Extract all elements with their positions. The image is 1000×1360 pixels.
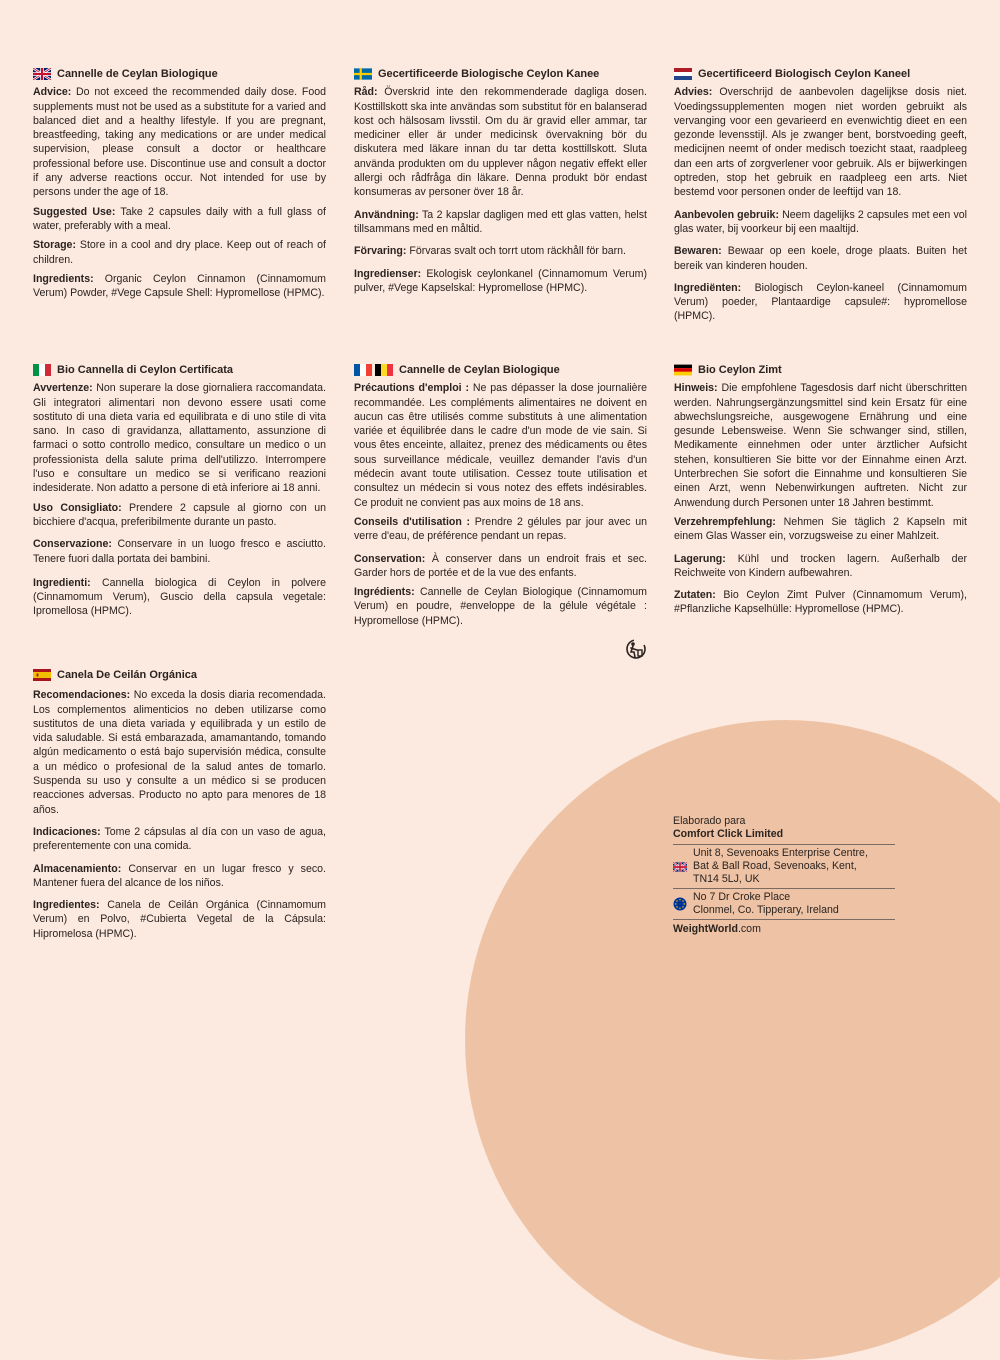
netherlands-flag-icon: [674, 68, 692, 80]
section-fr-title: [354, 363, 647, 377]
section-uk-title: [33, 67, 326, 81]
use-paragraph: Uso Consigliato: Prendere 2 capsule al giorno con un bicchiere d'acqua, preferibilmente durante un pasto.: [33, 501, 326, 528]
section-it-title: [33, 363, 326, 377]
address-line: No 7 Dr Croke Place: [693, 891, 791, 903]
website: WeightWorld.com: [673, 919, 895, 936]
france-flag-icon: [354, 364, 372, 376]
storage-paragraph: Conservation: À conserver dans un endroit frais et sec. Garder hors de portée et de la vue des enfants.: [354, 552, 647, 579]
section-se-title: [354, 67, 647, 81]
ingredients-paragraph: Ingredienti: Cannella biologica di Ceylon in polvere (Cinnamomum Verum), Guscio della capsula vegetale: Ipromellosa (HPMC).: [33, 576, 326, 618]
section-nl-title: [674, 67, 967, 81]
germany-flag-icon: [674, 364, 692, 376]
use-paragraph: Användning: Ta 2 kapslar dagligen med ett glas vatten, helst tillsammans med en måltid.: [354, 208, 647, 235]
address-line: Unit 8, Sevenoaks Enterprise Centre,: [693, 847, 868, 859]
use-paragraph: Indicaciones: Tome 2 cápsulas al día con un vaso de agua, preferentemente con una comida.: [33, 825, 326, 853]
advice-paragraph: Précautions d'emploi : Ne pas dépasser la dose journalière recommandée. Les compléments alimentaires ne doivent en aucun cas être utilisés comme substituts à une alimentation variée et équilibrée dans le cadre d'un mode de vie sain. Si vous êtes enceinte, allaitez, prenez des médicaments ou êtes sous surveillance médicale, veuillez demander l'avis d'un médecin avant toute utilisation. Cessez toute utilisation et consultez un médecin si vous notez des effets indésirables. Ce produit ne convient pas aux moins de 18 ans.: [354, 382, 647, 509]
eu-flag-icon: [673, 897, 689, 911]
disposal-logo-icon: [624, 638, 648, 665]
uk-flag-icon: [33, 68, 51, 80]
address-line: TN14 5LJ, UK: [693, 873, 760, 885]
ingredients-paragraph: Ingrediënten: Biologisch Ceylon-kaneel (Cinnamomum Verum) poeder, Plantaardige capsule#: hypromellose (HPMC).: [674, 281, 967, 323]
storage-paragraph: Almacenamiento: Conservar en un lugar fresco y seco. Mantener fuera del alcance de los niños.: [33, 862, 326, 889]
uk-address: [673, 844, 895, 888]
use-paragraph: Suggested Use: Take 2 capsules daily with a full glass of water, preferably with a meal.: [33, 205, 326, 232]
storage-paragraph: Förvaring: Förvaras svalt och torrt utom räckhåll för barn.: [354, 245, 627, 258]
advice-paragraph: Advies: Overschrijd de aanbevolen dagelijkse dosis niet. Voedingssupplementen mogen niet worden gebruikt als vervanging voor een gevarieerd en evenwichtig dieet en een gezonde levensstijl. Als je zwanger bent, borstvoeding geeft, medicijnen neemt of onder medisch toezicht staat, raadpleeg dan een arts of zorgverlener voor gebruik. Als er bijwerkingen optreden, stop het gebruik en raadpleeg een arts. Niet bestemd voor personen onder de leeftijd van 18.: [674, 86, 967, 199]
title-text: Cannelle de Ceylan Biologique: [57, 68, 218, 80]
manufacturer-info: [673, 815, 895, 936]
ie-address: [673, 888, 895, 919]
title-text: Canela De Ceilán Orgánica: [57, 669, 197, 681]
title-text: Gecertificeerd Biologisch Ceylon Kaneel: [698, 68, 911, 80]
advice-paragraph: Avvertenze: Non superare la dose giornaliera raccomandata. Gli integratori alimentari non devono essere usati come sostituto di una dieta varia ed equilibrata e di uno stile di vita sano. In caso di gravidanza, allattamento, assunzione di farmaci o sotto controllo medico, consultare un medico o un professionista della salute prima dell'utilizzo. Interrompere l'uso e consultare un medico se si verificano reazioni indesiderate. Non adatto a persone di età inferiore ai 18 anni.: [33, 382, 326, 495]
section-se: [354, 67, 647, 300]
advice-paragraph: Hinweis: Die empfohlene Tagesdosis darf nicht überschritten werden. Nahrungsergänzungsmittel sind kein Ersatz für eine abwechslungsreiche, ausgewogene Ernährung und eine gesunde Lebensweise. Wenn Sie schwanger sind, stillen, Medikamente einnehmen oder unter ärztlicher Aufsicht stehen, konsultieren Sie bitte vor der Einnahme einen Arzt. Unterbrechen Sie sofort die Einnahme und konsultieren Sie einen Arzt, wenn Nebenwirkungen auftreten. Nicht zur Anwendung durch Personen unter 18 Jahren bestimmt.: [674, 382, 967, 509]
ingredients-paragraph: Ingrédients: Cannelle de Ceylan Biologique (Cinnamomum Verum) en poudre, #enveloppe de la gélule végétale : Hypromellose (HPMC).: [354, 586, 647, 627]
belgium-flag-icon: [375, 364, 393, 376]
storage-paragraph: Lagerung: Kühl und trocken lagern. Außerhalb der Reichweite von Kindern aufbewahren.: [674, 552, 967, 579]
title-text: Bio Cannella di Ceylon Certificata: [57, 364, 234, 376]
italy-flag-icon: [33, 364, 51, 376]
advice-paragraph: Advice: Do not exceed the recommended daily dose. Food supplements must not be used as a substitute for a varied and balanced diet and a healthy lifestyle. If you are pregnant, breastfeeding, taking any medications or are under medical supervision, please consult a doctor or healthcare professional before use. Discontinue use and consult a doctor if any adverse reactions occur. Not intended for use by persons under the age of 18.: [33, 86, 326, 199]
address-line: Clonmel, Co. Tipperary, Ireland: [693, 904, 839, 916]
use-paragraph: Verzehrempfehlung: Nehmen Sie täglich 2 Kapseln mit einem Glas Wasser ein, vorzugsweise zu einer Mahlzeit.: [674, 515, 967, 543]
company-name: Comfort Click Limited: [673, 828, 784, 840]
address-line: Bat & Ball Road, Sevenoaks, Kent,: [693, 860, 857, 872]
ingredients-paragraph: Ingredientes: Canela de Ceilán Orgánica (Cinnamomum Verum) en Polvo, #Cubierta Vegetal de la Cápsula: Hipromelosa (HPMC).: [33, 899, 326, 940]
sweden-flag-icon: [354, 68, 372, 80]
section-uk: [33, 67, 326, 305]
section-es: [33, 668, 326, 946]
ingredients-paragraph: Zutaten: Bio Ceylon Zimt Pulver (Cinnamomum Verum), #Pflanzliche Kapselhülle: Hypromellose (HPMC).: [674, 589, 967, 616]
section-fr: [354, 363, 647, 633]
section-de-title: [674, 363, 967, 377]
title-text: Cannelle de Ceylan Biologique: [399, 364, 560, 376]
advice-paragraph: Råd: Överskrid inte den rekommenderade dagliga dosen. Kosttillskott ska inte användas som substitut för en balanserad kost och hälsosam livsstil. Om du är gravid eller ammar, tar mediciner eller är under medicinsk övervakning bör du diskutera med läkare innan du tar detta kosttillskott. Sluta använda produkten om du upplever någon negativ effekt eller allergi och rådfråga din läkare. Denna produkt bör endast konsumeras av personer över 18 år.: [354, 86, 647, 199]
section-de: [674, 363, 967, 622]
use-paragraph: Conseils d'utilisation : Prendre 2 gélules par jour avec un verre d'eau, de préférence pendant un repas.: [354, 515, 647, 543]
ingredients-paragraph: Ingredients: Organic Ceylon Cinnamon (Cinnamomum Verum) Powder, #Vege Capsule Shell: Hypromellose (HPMC).: [33, 272, 326, 300]
made-for-label: Elaborado para: [673, 815, 746, 827]
storage-paragraph: Conservazione: Conservare in un luogo fresco e asciutto. Tenere fuori dalla portata dei bambini.: [33, 538, 326, 565]
section-es-title: [33, 668, 326, 682]
uk-flag-icon: [673, 862, 689, 872]
title-text: Bio Ceylon Zimt: [698, 364, 782, 376]
use-paragraph: Aanbevolen gebruik: Neem dagelijks 2 capsules met een vol glas water, bij voorkeur bij een maaltijd.: [674, 208, 967, 235]
storage-paragraph: Storage: Store in a cool and dry place. Keep out of reach of children.: [33, 239, 326, 266]
section-it: [33, 363, 326, 624]
advice-paragraph: Recomendaciones: No exceda la dosis diaria recomendada. Los complementos alimenticios no deben utilizarse como sustitutos de una dieta variada y equilibrada y un estilo de vida saludable. Si está embarazada, amamantando, tomando algún medicamento o está bajo supervisión médica, consulte a un médico o profesional de la salud antes de tomarlo. Suspenda su uso y consulte a un médico si se producen reacciones adversas. Producto no apto para menores de 18 años.: [33, 689, 326, 816]
storage-paragraph: Bewaren: Bewaar op een koele, droge plaats. Buiten het bereik van kinderen houden.: [674, 245, 967, 272]
title-text: Gecertificeerde Biologische Ceylon Kanee: [378, 68, 600, 80]
ingredients-paragraph: Ingredienser: Ekologisk ceylonkanel (Cinnamomum Verum) pulver, #Vege Kapselskal: Hypromellose (HPMC).: [354, 267, 647, 294]
spain-flag-icon: [33, 669, 51, 681]
section-nl: [674, 67, 967, 329]
